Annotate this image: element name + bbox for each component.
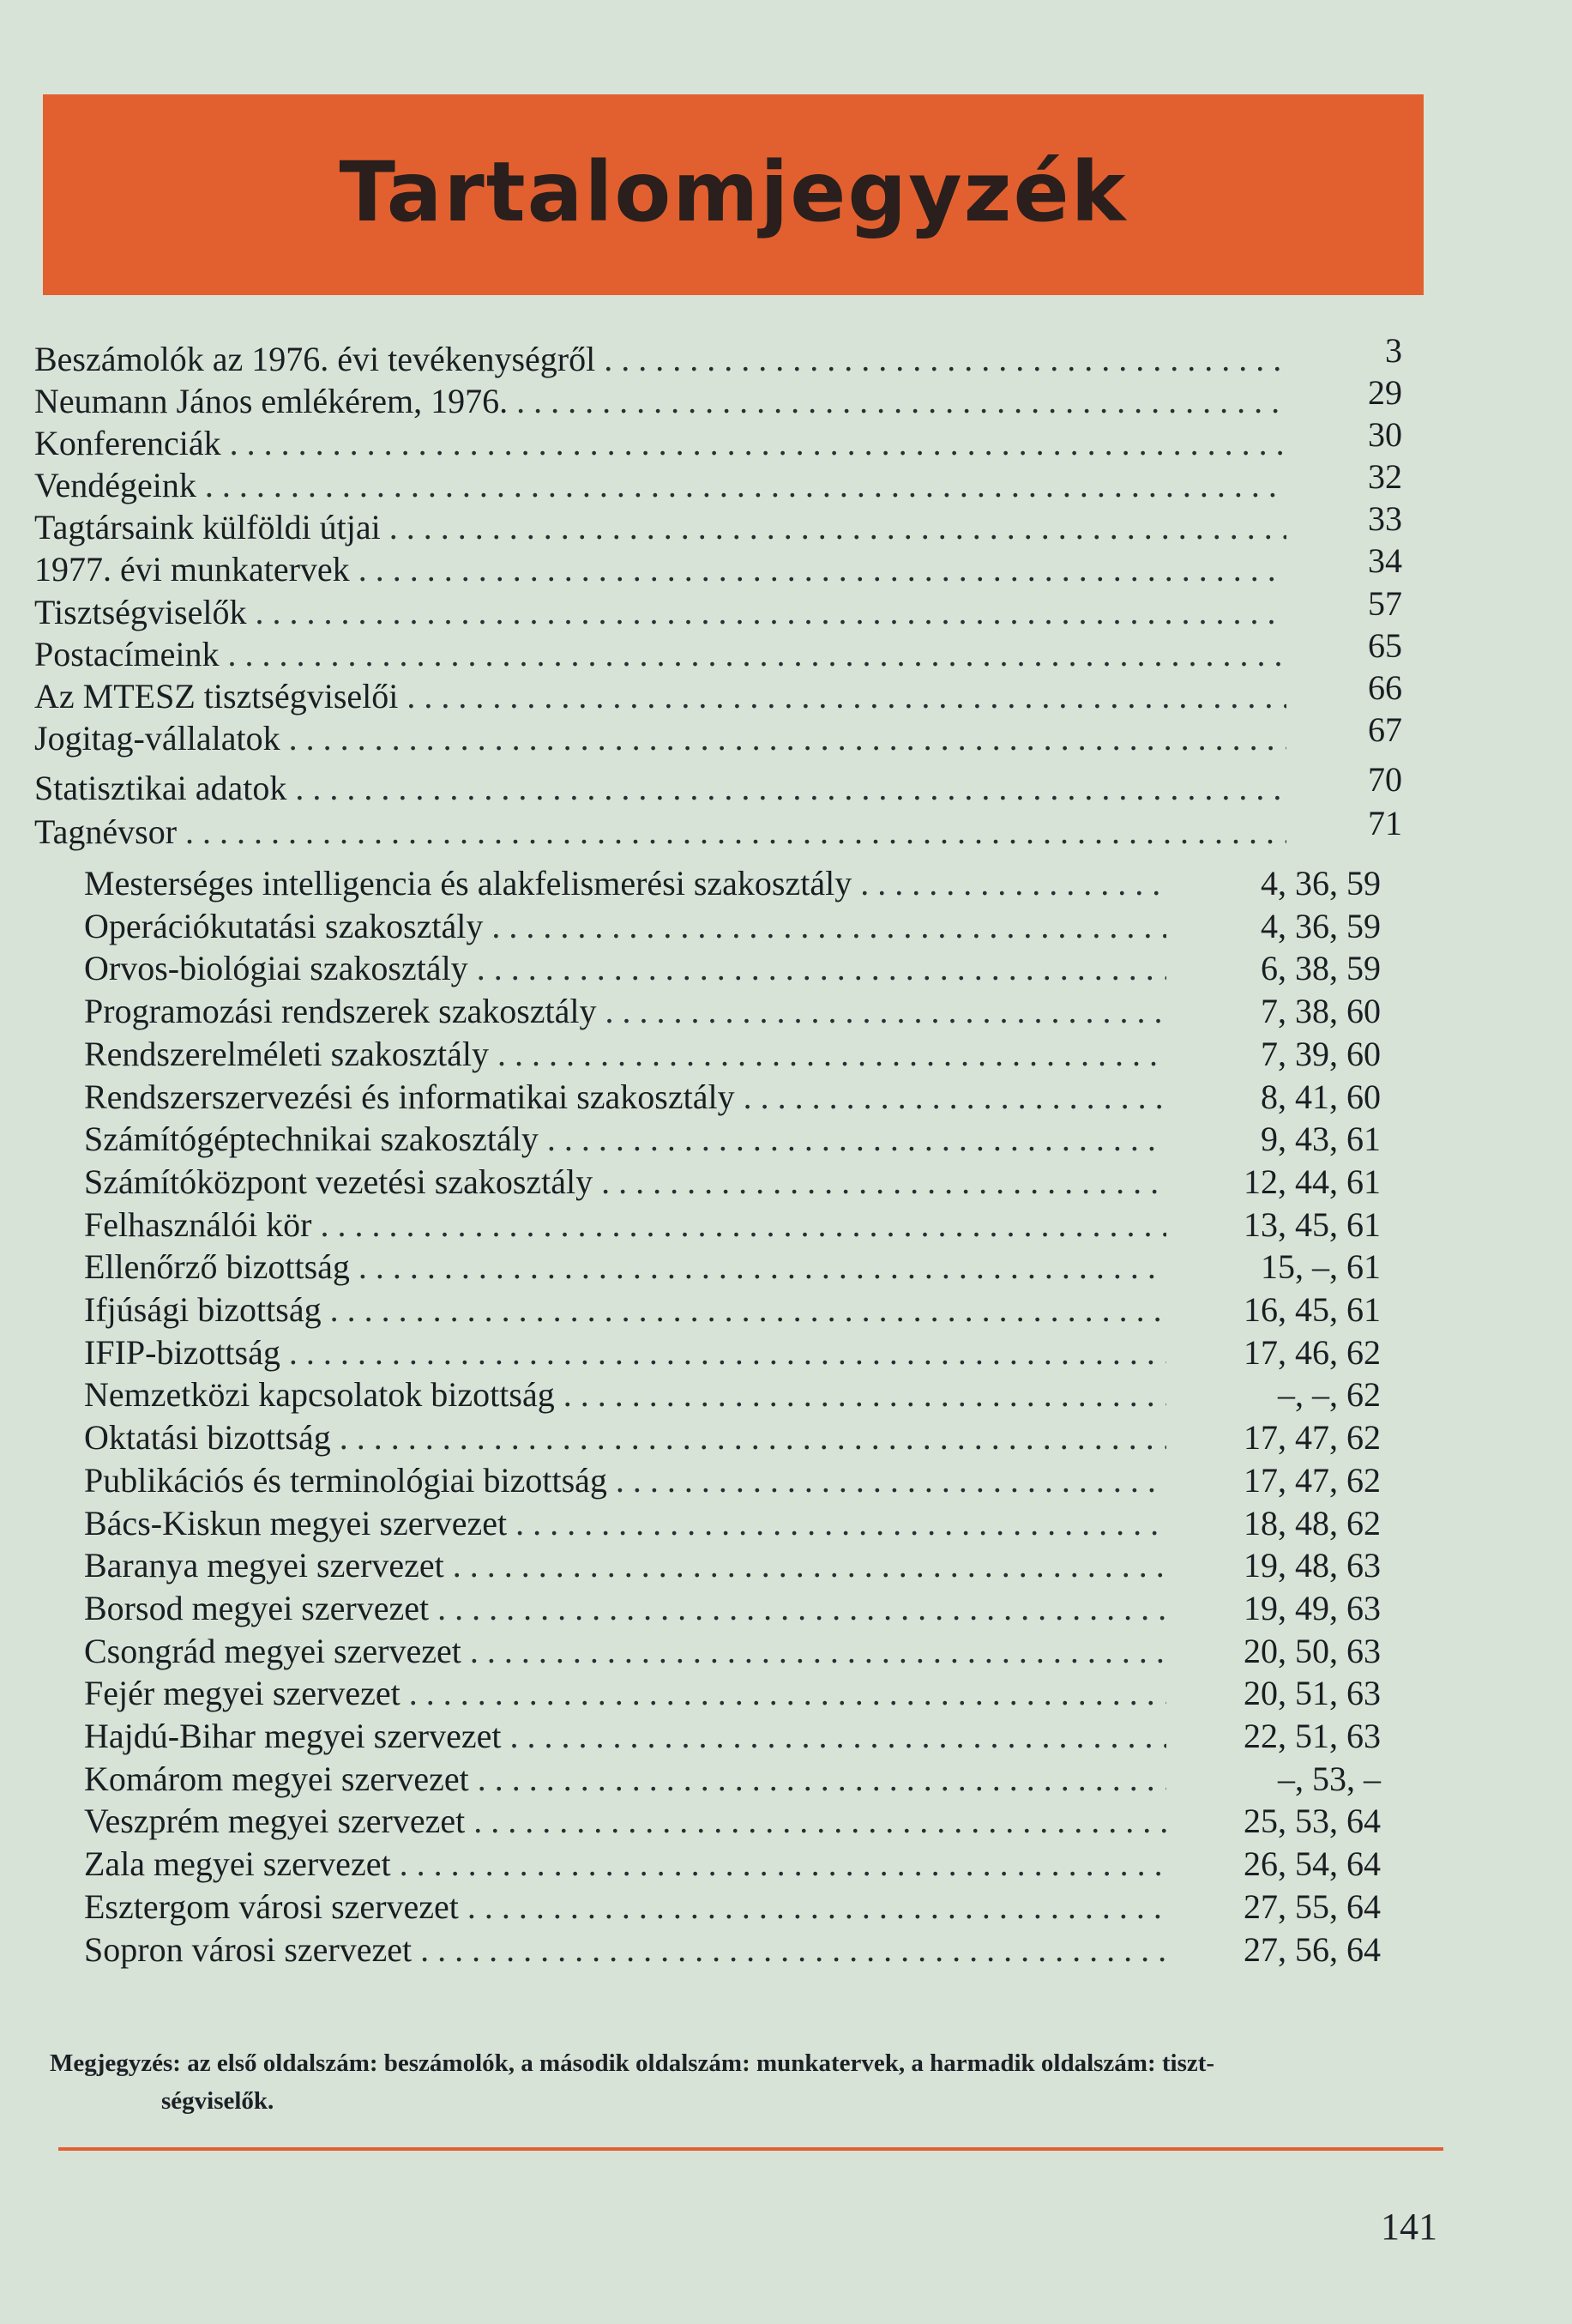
toc-subentry (84, 1077, 1381, 1118)
bottom-rule (58, 2147, 1443, 2151)
toc-entry (34, 710, 1402, 759)
toc-subentry-title: Számítóközpont vezetési szakosztály (84, 1162, 593, 1201)
toc-entry-page: 30 (1368, 415, 1402, 454)
toc-subentry-title: Esztergom városi szervezet (84, 1887, 459, 1926)
page-number: 141 (1381, 2206, 1437, 2248)
toc-subentry (84, 1588, 1381, 1629)
toc-subentry-pages: 7, 39, 60 (1261, 1035, 1381, 1073)
toc-subentry (84, 1886, 1381, 1928)
toc-subentry-pages: 22, 51, 63 (1244, 1717, 1381, 1755)
dot-leader (400, 1844, 1166, 1885)
dot-leader (340, 1417, 1166, 1458)
toc-subentry-title: Számítógéptechnikai szakosztály (84, 1120, 539, 1158)
toc-subentry (84, 1716, 1381, 1757)
toc-subentry (84, 1631, 1381, 1672)
toc-subentry-title: Rendszerszervezési és informatikai szakosztály (84, 1077, 735, 1116)
page-title: Tartalomjegyzék (339, 144, 1128, 240)
toc-subentry-pages: 26, 54, 64 (1244, 1844, 1381, 1883)
toc-entry-title: Jogitag-vállalatok (34, 719, 280, 758)
toc-subentry (84, 1247, 1381, 1288)
toc-subentry-title: Publikációs és terminológiai bizottság (84, 1461, 607, 1500)
dot-leader (321, 1204, 1167, 1246)
title-banner (43, 94, 1424, 295)
toc-entry (34, 373, 1402, 422)
toc-subentry (84, 1545, 1381, 1586)
toc-subentry-title: Felhasználói kör (84, 1205, 312, 1244)
toc-subentry (84, 991, 1381, 1032)
toc-subentry (84, 1929, 1381, 1971)
toc-entry-page: 29 (1368, 373, 1402, 412)
toc-entry (34, 457, 1402, 506)
toc-subentry-pages: 4, 36, 59 (1261, 864, 1381, 902)
dot-leader (467, 1886, 1166, 1928)
toc-entry-title: Vendégeink (34, 466, 196, 504)
dot-leader (289, 1332, 1166, 1373)
dot-leader (185, 812, 1286, 853)
toc-subentry-pages: 17, 47, 62 (1244, 1418, 1381, 1457)
toc-entry-page: 32 (1368, 457, 1402, 496)
dot-leader (547, 1119, 1166, 1160)
footnote-line-1: Megjegyzés: az első oldalszám: beszámolók, a második oldalszám: munkatervek, a harmadik oldalszám: tiszt- (50, 2049, 1215, 2077)
toc-subentry-pages: 20, 51, 63 (1244, 1674, 1381, 1712)
dot-leader (255, 592, 1286, 633)
toc-entry-page: 67 (1368, 710, 1402, 749)
footnote-line-2: ségviselők. (161, 2087, 274, 2115)
toc-entry-page: 71 (1368, 804, 1402, 842)
toc-subentry-pages: 8, 41, 60 (1261, 1077, 1381, 1116)
dot-leader (497, 1034, 1166, 1075)
toc-entry (34, 584, 1402, 633)
dot-leader (491, 906, 1166, 947)
dot-leader (744, 1077, 1166, 1118)
dot-leader (437, 1588, 1166, 1629)
toc-subentry-title: Sopron városi szervezet (84, 1930, 413, 1969)
toc-subentry-pages: 9, 43, 61 (1261, 1120, 1381, 1158)
dot-leader (420, 1929, 1166, 1971)
dot-leader (230, 423, 1286, 464)
toc-subentry-pages: 15, –, 61 (1261, 1247, 1381, 1286)
dot-leader (516, 381, 1286, 422)
toc-entry-title: Az MTESZ tisztségviselői (34, 677, 399, 715)
toc-subentry (84, 948, 1381, 989)
toc-entry (34, 626, 1402, 675)
toc-subentry-pages: 27, 56, 64 (1244, 1930, 1381, 1969)
toc-subentry-pages: 25, 53, 64 (1244, 1802, 1381, 1840)
dot-leader (601, 1162, 1166, 1203)
toc-entry-page: 70 (1368, 760, 1402, 799)
dot-leader (453, 1545, 1166, 1586)
toc-subentry-title: Rendszerelméleti szakosztály (84, 1035, 490, 1073)
toc-subentry (84, 1119, 1381, 1160)
toc-subentry-pages: 4, 36, 59 (1261, 907, 1381, 945)
toc-subentry (84, 1503, 1381, 1544)
toc-entry-title: Beszámolók az 1976. évi tevékenységről (34, 340, 596, 378)
dot-leader (473, 1801, 1166, 1842)
toc-entry-page: 34 (1368, 541, 1402, 580)
toc-subentry (84, 1289, 1381, 1331)
toc-entry-title: 1977. évi munkatervek (34, 550, 350, 589)
toc-entry (34, 804, 1402, 853)
dot-leader (477, 948, 1166, 989)
toc-entry-title: Statisztikai adatok (34, 769, 287, 807)
toc-entry (34, 541, 1402, 590)
toc-entry-page: 3 (1385, 331, 1402, 370)
toc-subentry-pages: 6, 38, 59 (1261, 949, 1381, 987)
toc-subentry-title: Operációkutatási szakosztály (84, 907, 484, 945)
dot-leader (205, 465, 1286, 506)
toc-subentry-pages: 16, 45, 61 (1244, 1290, 1381, 1329)
toc-subentry (84, 1844, 1381, 1885)
toc-subentry (84, 1673, 1381, 1714)
toc-entry-page: 65 (1368, 626, 1402, 665)
dot-leader (409, 1673, 1166, 1714)
toc-subentry-pages: –, –, 62 (1278, 1375, 1381, 1414)
dot-leader (563, 1374, 1166, 1416)
dot-leader (358, 549, 1286, 590)
toc-entry-title: Tagtársaink külföldi útjai (34, 508, 381, 546)
dot-leader (358, 1247, 1166, 1288)
toc-subentry-title: Fejér megyei szervezet (84, 1674, 401, 1712)
toc-entry (34, 499, 1402, 548)
toc-subentry (84, 1332, 1381, 1373)
toc-entry-title: Konferenciák (34, 424, 221, 462)
toc-subentry-pages: 12, 44, 61 (1244, 1162, 1381, 1201)
dot-leader (389, 507, 1286, 548)
toc-subentry-title: Ellenőrző bizottság (84, 1247, 350, 1286)
toc-entry-title: Tisztségviselők (34, 593, 247, 631)
dot-leader (605, 991, 1166, 1032)
toc-subentry-pages: 27, 55, 64 (1244, 1887, 1381, 1926)
toc-subentry-pages: 17, 46, 62 (1244, 1333, 1381, 1372)
toc-subentry-title: Programozási rendszerek szakosztály (84, 992, 597, 1030)
toc-subentry-title: Mesterséges intelligencia és alakfelismerési szakosztály (84, 864, 852, 902)
toc-subentry-title: Bács-Kiskun megyei szervezet (84, 1504, 508, 1542)
toc-subentry-pages: 18, 48, 62 (1244, 1504, 1381, 1542)
toc-subentry-title: Borsod megyei szervezet (84, 1589, 430, 1627)
toc-entry (34, 415, 1402, 464)
toc-subentry-pages: 7, 38, 60 (1261, 992, 1381, 1030)
dot-leader (470, 1631, 1166, 1672)
toc-entry (34, 331, 1402, 380)
dot-leader (604, 339, 1286, 380)
dot-leader (478, 1759, 1166, 1800)
toc-subentry-title: Nemzetközi kapcsolatok bizottság (84, 1375, 555, 1414)
dot-leader (509, 1716, 1166, 1757)
toc-entry (34, 760, 1402, 809)
toc-subentry (84, 863, 1381, 904)
toc-subentry-title: Veszprém megyei szervezet (84, 1802, 466, 1840)
toc-subentry-title: Hajdú-Bihar megyei szervezet (84, 1717, 502, 1755)
toc-entry-page: 57 (1368, 584, 1402, 623)
toc-subentry-title: Komárom megyei szervezet (84, 1760, 469, 1798)
dot-leader (515, 1503, 1166, 1544)
dot-leader (228, 634, 1286, 675)
dot-leader (860, 863, 1166, 904)
toc-subentry (84, 1801, 1381, 1842)
toc-subentry-title: Oktatási bizottság (84, 1418, 331, 1457)
toc-subentry-title: Ifjúsági bizottság (84, 1290, 322, 1329)
toc-entry-page: 66 (1368, 668, 1402, 707)
dot-leader (330, 1289, 1166, 1331)
footnote (50, 2044, 1456, 2120)
toc-subentry-title: IFIP-bizottság (84, 1333, 280, 1372)
toc-subentry (84, 1374, 1381, 1416)
toc-entry-page: 33 (1368, 499, 1402, 538)
toc-subentry-pages: 13, 45, 61 (1244, 1205, 1381, 1244)
toc-subentry (84, 1204, 1381, 1246)
toc-subentry (84, 1162, 1381, 1203)
toc-subentry (84, 1460, 1381, 1501)
toc-subentry-title: Orvos-biológiai szakosztály (84, 949, 468, 987)
toc-subentry-pages: 17, 47, 62 (1244, 1461, 1381, 1500)
toc-subentry (84, 1034, 1381, 1075)
dot-leader (295, 768, 1286, 809)
dot-leader (407, 676, 1286, 717)
toc-subentry (84, 1417, 1381, 1458)
dot-leader (289, 718, 1286, 759)
toc-subentry-title: Zala megyei szervezet (84, 1844, 391, 1883)
toc-subentry-pages: 19, 49, 63 (1244, 1589, 1381, 1627)
dot-leader (616, 1460, 1166, 1501)
toc-subentry (84, 906, 1381, 947)
toc-subentry-pages: –, 53, – (1278, 1760, 1381, 1798)
toc-subentry-pages: 20, 50, 63 (1244, 1632, 1381, 1670)
toc-subentry (84, 1759, 1381, 1800)
toc-entry-title: Tagnévsor (34, 812, 178, 851)
toc-entry (34, 668, 1402, 717)
toc-entry-title: Neumann János emlékérem, 1976. (34, 382, 509, 420)
toc-entry-title: Postacímeink (34, 635, 220, 673)
toc-subentry-title: Csongrád megyei szervezet (84, 1632, 461, 1670)
toc-subentry-pages: 19, 48, 63 (1244, 1546, 1381, 1585)
toc-subentry-title: Baranya megyei szervezet (84, 1546, 444, 1585)
